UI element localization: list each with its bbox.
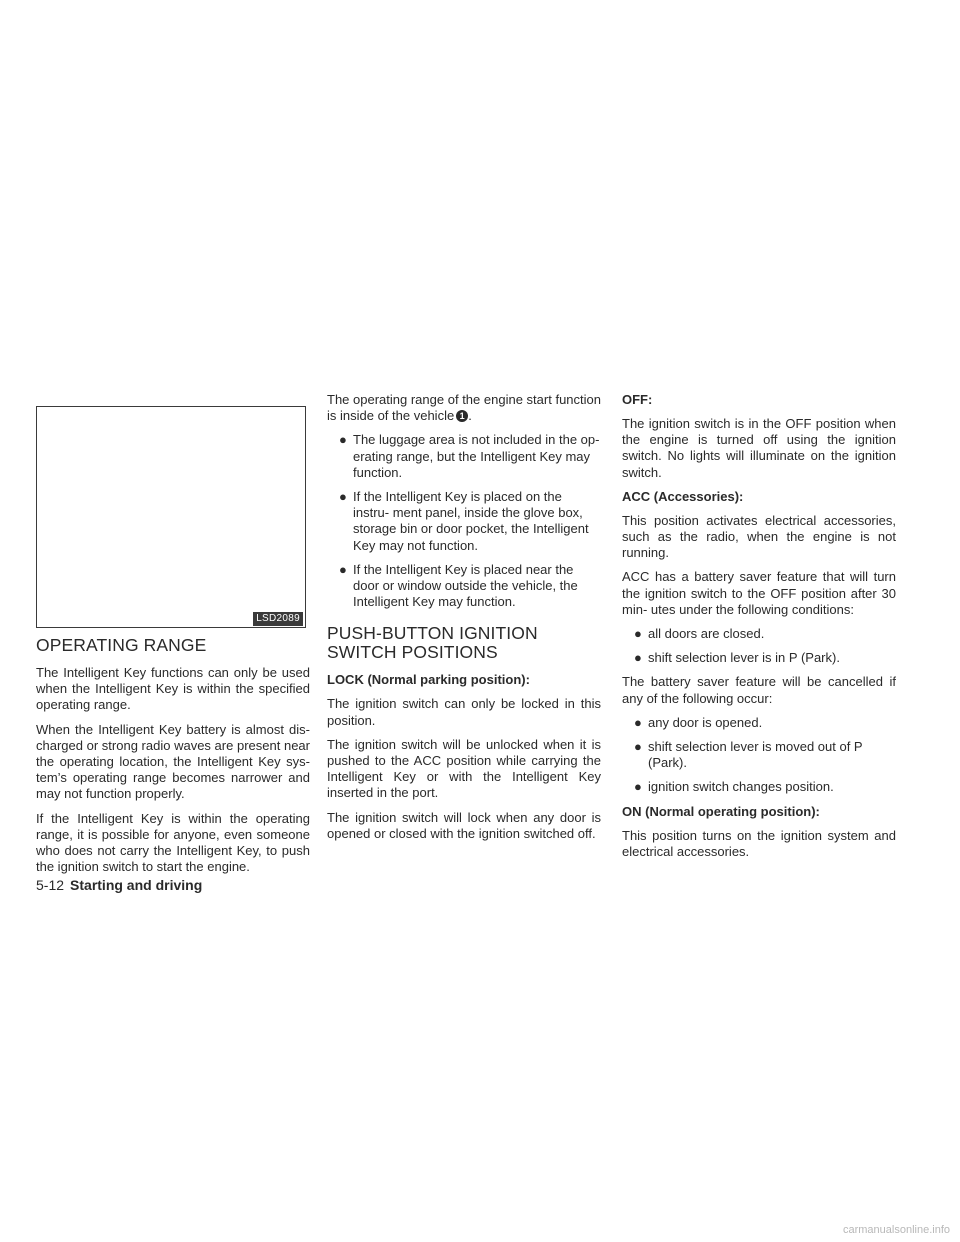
list-item: ● If the Intelligent Key is placed on the instru- ment panel, inside the glove box, storage bin or door pocket, the Intelligent Key may not function. [339,489,589,553]
paragraph: This position turns on the ignition system and electrical accessories. [622,827,896,859]
bullet-icon: ● [339,489,347,505]
bullet-list [622,715,896,796]
list-item: ● shift selection lever is moved out of P (Park). [634,739,863,771]
heading-operating-range: OPERATING RANGE [36,635,207,655]
bullet-icon: ● [634,650,642,666]
bullet-icon: ● [634,626,642,642]
callout-number-icon: 1 [456,410,468,422]
column-1 [36,636,310,883]
list-item: ● ignition switch changes position. [634,779,834,795]
list-item: ● shift selection lever is in P (Park). [634,650,840,666]
section-title: Starting and driving [70,877,203,893]
paragraph-operating-range-vehicle [327,392,601,424]
heading-push-button-ignition: PUSH-BUTTON IGNITION SWITCH POSITIONS [327,623,538,663]
paragraph: This position activates electrical accessories, such as the radio, when the engine is not running. [622,512,896,561]
paragraph: The Intelligent Key functions can only be used when the Intelligent Key is within the specified operating range. [36,665,310,713]
bullet-icon: ● [634,714,642,730]
list-item: ● The luggage area is not included in the op- erating range, but the Intelligent Key may function. [339,432,600,480]
list-item: ● all doors are closed. [634,626,765,642]
paragraph-text: The operating range of the engine start function is inside of the vehicle [327,392,601,424]
figure-illustration [36,406,306,628]
bullet-icon: ● [339,432,347,448]
list-item: ● any door is opened. [634,714,763,730]
bullet-list [622,626,896,666]
paragraph: When the Intelligent Key battery is almost dis- charged or strong radio waves are present near the operating location, the Intelligent Key sys- tem’s operating range becomes narrower and may not function properly. [36,721,310,802]
paragraph: The ignition switch will be unlocked when it is pushed to the ACC position while carrying the Intelligent Key or with the Intelligent Key inserted in the port. [327,736,601,801]
subheading-acc: ACC (Accessories): [622,488,744,504]
paragraph: ACC has a battery saver feature that will turn the ignition switch to the OFF position after 30 min- utes under the following conditions: [622,569,896,617]
column-3 [622,392,896,868]
paragraph: The ignition switch is in the OFF position when the engine is turned off using the ignition switch. No lights will illuminate on the ignition switch. [622,416,896,480]
paragraph: The battery saver feature will be cancelled if any of the following occur: [622,674,896,706]
bullet-icon: ● [339,561,347,577]
column-2 [327,392,601,850]
subheading-off: OFF: [622,392,653,407]
bullet-icon: ● [634,739,642,755]
subheading-on: ON (Normal operating position): [622,803,820,819]
page-footer [36,876,202,894]
page-number: 5-12 [36,877,65,893]
bullet-icon: ● [634,779,642,795]
figure-code-label: LSD2089 [253,612,303,626]
paragraph-text: . [468,408,472,424]
watermark: carmanualsonline.info [842,1224,950,1236]
paragraph: If the Intelligent Key is within the operating range, it is possible for anyone, even someone who does not carry the Intelligent Key, to push the ignition switch to start the engine. [36,810,310,875]
paragraph: The ignition switch can only be locked in this position. [327,696,601,728]
subheading-lock: LOCK (Normal parking position): [327,672,530,688]
list-item: ● If the Intelligent Key is placed near the door or window outside the vehicle, the Intelligent Key may function. [339,561,578,610]
bullet-list [327,432,601,610]
paragraph: The ignition switch will lock when any door is opened or closed with the ignition switched off. [327,809,601,841]
